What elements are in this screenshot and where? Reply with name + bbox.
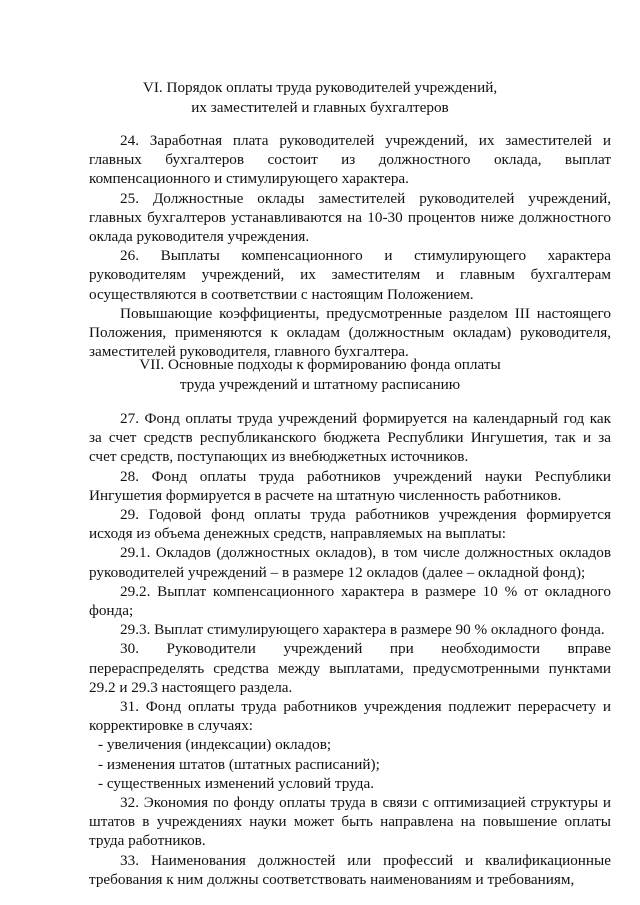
paragraph-24: 24. Заработная плата руководителей учреждений, их заместителей и главных бухгалтеров состоит из должностного оклада, выплат компенсационного и стимулирующего характера. [89, 132, 611, 188]
paragraph-30: 30. Руководители учреждений при необходимости вправе перераспределять средства между выплатами, предусмотренными пунктами 29.2 и 29.3 настоящего раздела. [89, 640, 611, 696]
paragraph-29-2: 29.2. Выплат компенсационного характера в размере 10 % от окладного фонда; [89, 582, 611, 620]
section-7-heading-line-2: труда учреждений и штатному расписанию [179, 375, 461, 393]
paragraph-32: 32. Экономия по фонду оплаты труда в связи с оптимизацией структуры и штатов в учреждениях науки может быть направлена на повышение оплаты труда работников. [89, 794, 611, 850]
paragraph-25: 25. Должностные оклады заместителей руководителей учреждений, главных бухгалтеров устанавливаются на 10-30 процентов ниже должностного оклада руководителя учреждения. [89, 189, 611, 246]
paragraph-29-1: 29.1. Окладов (должностных окладов), в том числе должностных окладов руководителей учреждений – в размере 12 окладов (далее – окладной фонд); [89, 544, 611, 581]
section-6-heading-line-2: их заместителей и главных бухгалтеров [191, 98, 449, 116]
list-item-staff-changes: - изменения штатов (штатных расписаний); [98, 755, 380, 773]
section-6-heading-line-1: VI. Порядок оплаты труда руководителей учреждений, [142, 79, 498, 96]
paragraph-27: 27. Фонд оплаты труда учреждений формируется на календарный год как за счет средств республиканского бюджета Республики Ингушетия, так и за счет средств, поступающих из внебюджетных источников. [89, 410, 611, 466]
section-7-heading [60, 355, 580, 394]
section-6-heading [60, 78, 580, 117]
paragraph-29: 29. Годовой фонд оплаты труда работников учреждения формируется исходя из объема денежных средств, направляемых на выплаты: [89, 506, 611, 543]
paragraph-coefficients: Повышающие коэффициенты, предусмотренные разделом III настоящего Положения, применяются к окладам (должностным окладам) руководителя, заместителей руководителя, главного бухгалтера. [89, 304, 611, 361]
paragraph-31: 31. Фонд оплаты труда работников учреждения подлежит перерасчету и корректировке в случаях: [89, 698, 611, 735]
section-7-heading-line-1: VII. Основные подходы к формированию фонда оплаты [139, 356, 501, 373]
section-7-body [89, 409, 611, 889]
section-6-body [89, 131, 611, 361]
paragraph-28: 28. Фонд оплаты труда работников учреждений науки Республики Ингушетия формируется в расчете на штатную численность работников. [89, 467, 611, 504]
list-item-conditions: - существенных изменений условий труда. [98, 774, 375, 792]
paragraph-29-3: 29.3. Выплат стимулирующего характера в размере 90 % окладного фонда. [120, 621, 605, 639]
list-item-indexation: - увеличения (индексации) окладов; [98, 736, 332, 754]
paragraph-26: 26. Выплаты компенсационного и стимулирующего характера руководителям учреждений, их заместителям и главным бухгалтерам осуществляются в соответствии с настоящим Положением. [89, 247, 611, 303]
paragraph-33: 33. Наименования должностей или профессий и квалификационные требования к ним должны соответствовать наименованиям и требованиям, [89, 851, 611, 888]
